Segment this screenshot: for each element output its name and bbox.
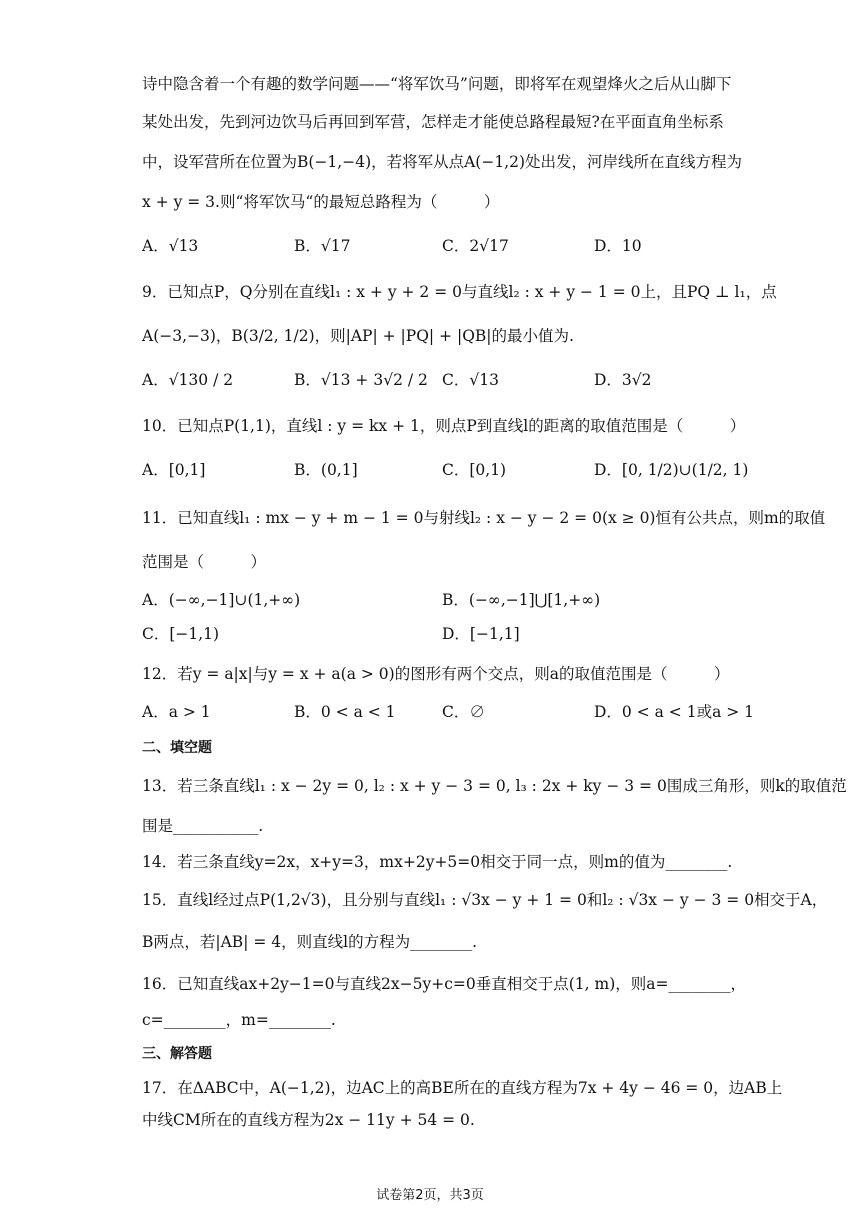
option-a: A．[0,1] xyxy=(142,461,206,479)
option-a: A．√13 xyxy=(142,237,199,255)
q11-line-2: 范围是（ ） xyxy=(142,553,267,571)
q16-line-2: c=________，m=________. xyxy=(142,1011,336,1029)
intro-line-2: 某处出发，先到河边饮马后再回到军营，怎样走才能使总路程最短?在平面直角坐标系 xyxy=(142,113,724,131)
q11-options-row2 xyxy=(142,622,842,646)
option-b: B．√13 + 3√2 / 2 xyxy=(294,371,428,389)
intro-line-4: x + y = 3.则“将军饮马“的最短总路程为（ ） xyxy=(142,193,500,211)
q11-options-row1 xyxy=(142,588,842,612)
option-d: D．0 < a < 1或a > 1 xyxy=(594,703,755,721)
q15-line-2: B两点，若|AB| = 4，则直线l的方程为________. xyxy=(142,933,478,951)
q9-line-1: 9．已知点P，Q分别在直线l₁ : x + y + 2 = 0与直线l₂ : x + y − 1 = 0上，且PQ ⊥ l₁，点 xyxy=(142,283,777,301)
page-footer: 试卷第2页，共3页 xyxy=(376,1188,484,1203)
q10-line-1: 10．已知点P(1,1)，直线l : y = kx + 1，则点P到直线l的距离的取值范围是（ ） xyxy=(142,417,746,435)
intro-line-3: 中，设军营所在位置为B(−1,−4)，若将军从点A(−1,2)处出发，河岸线所在直线方程为 xyxy=(142,153,743,171)
q16-line-1: 16．已知直线ax+2y−1=0与直线2x−5y+c=0垂直相交于点(1, m)，则a=________， xyxy=(142,975,746,993)
q17-line-1: 17．在ΔABC中，A(−1,2)，边AC上的高BE所在的直线方程为7x + 4y − 46 = 0，边AB上 xyxy=(142,1079,783,1097)
option-a: A．(−∞,−1]∪(1,+∞) xyxy=(142,591,301,609)
q13-line-1: 13．若三条直线l₁ : x − 2y = 0, l₂ : x + y − 3 = 0, l₃ : 2x + ky − 3 = 0围成三角形，则k的取值范 xyxy=(142,777,847,795)
q9-line-2: A(−3,−3)，B(3/2, 1/2)，则|AP| + |PQ| + |QB|的最小值为. xyxy=(142,327,574,345)
option-c: C．∅ xyxy=(442,703,485,721)
q11-line-1: 11．已知直线l₁ : mx − y + m − 1 = 0与射线l₂ : x − y − 2 = 0(x ≥ 0)恒有公共点，则m的取值 xyxy=(142,509,826,527)
option-b: B．√17 xyxy=(294,237,351,255)
option-b: B．(0,1] xyxy=(294,461,358,479)
option-b: B．0 < a < 1 xyxy=(294,703,396,721)
q10-options xyxy=(142,458,842,482)
intro-line-1: 诗中隐含着一个有趣的数学问题——“将军饮马”问题，即将军在观望烽火之后从山脚下 xyxy=(142,75,732,93)
q12-options xyxy=(142,700,842,724)
section-heading-solve: 三、解答题 xyxy=(142,1046,212,1062)
option-c: C．2√17 xyxy=(442,237,509,255)
q17-line-2: 中线CM所在的直线方程为2x − 11y + 54 = 0. xyxy=(142,1111,475,1129)
option-c: C．[−1,1) xyxy=(142,625,220,643)
section-heading-fill-blank: 二、填空题 xyxy=(142,740,212,756)
option-c: C．[0,1) xyxy=(442,461,507,479)
q13-line-2: 围是___________. xyxy=(142,817,264,835)
option-d: D．[−1,1] xyxy=(442,625,520,643)
q14-line-1: 14．若三条直线y=2x，x+y=3，mx+2y+5=0相交于同一点，则m的值为________. xyxy=(142,853,733,871)
q9-options xyxy=(142,368,842,392)
option-b: B．(−∞,−1]⋃[1,+∞) xyxy=(442,591,601,609)
option-c: C．√13 xyxy=(442,371,499,389)
q15-line-1: 15．直线l经过点P(1,2√3)，且分别与直线l₁ : √3x − y + 1 = 0和l₂ : √3x − y − 3 = 0相交于A， xyxy=(142,891,828,909)
q8-options xyxy=(142,234,842,258)
option-d: D．[0, 1/2)∪(1/2, 1) xyxy=(594,461,749,479)
q12-line-1: 12．若y = a|x|与y = x + a(a > 0)的图形有两个交点，则a的取值范围是（ ） xyxy=(142,665,730,683)
option-d: D．3√2 xyxy=(594,371,652,389)
option-a: A．√130 / 2 xyxy=(142,371,234,389)
option-d: D．10 xyxy=(594,237,642,255)
option-a: A．a > 1 xyxy=(142,703,211,721)
